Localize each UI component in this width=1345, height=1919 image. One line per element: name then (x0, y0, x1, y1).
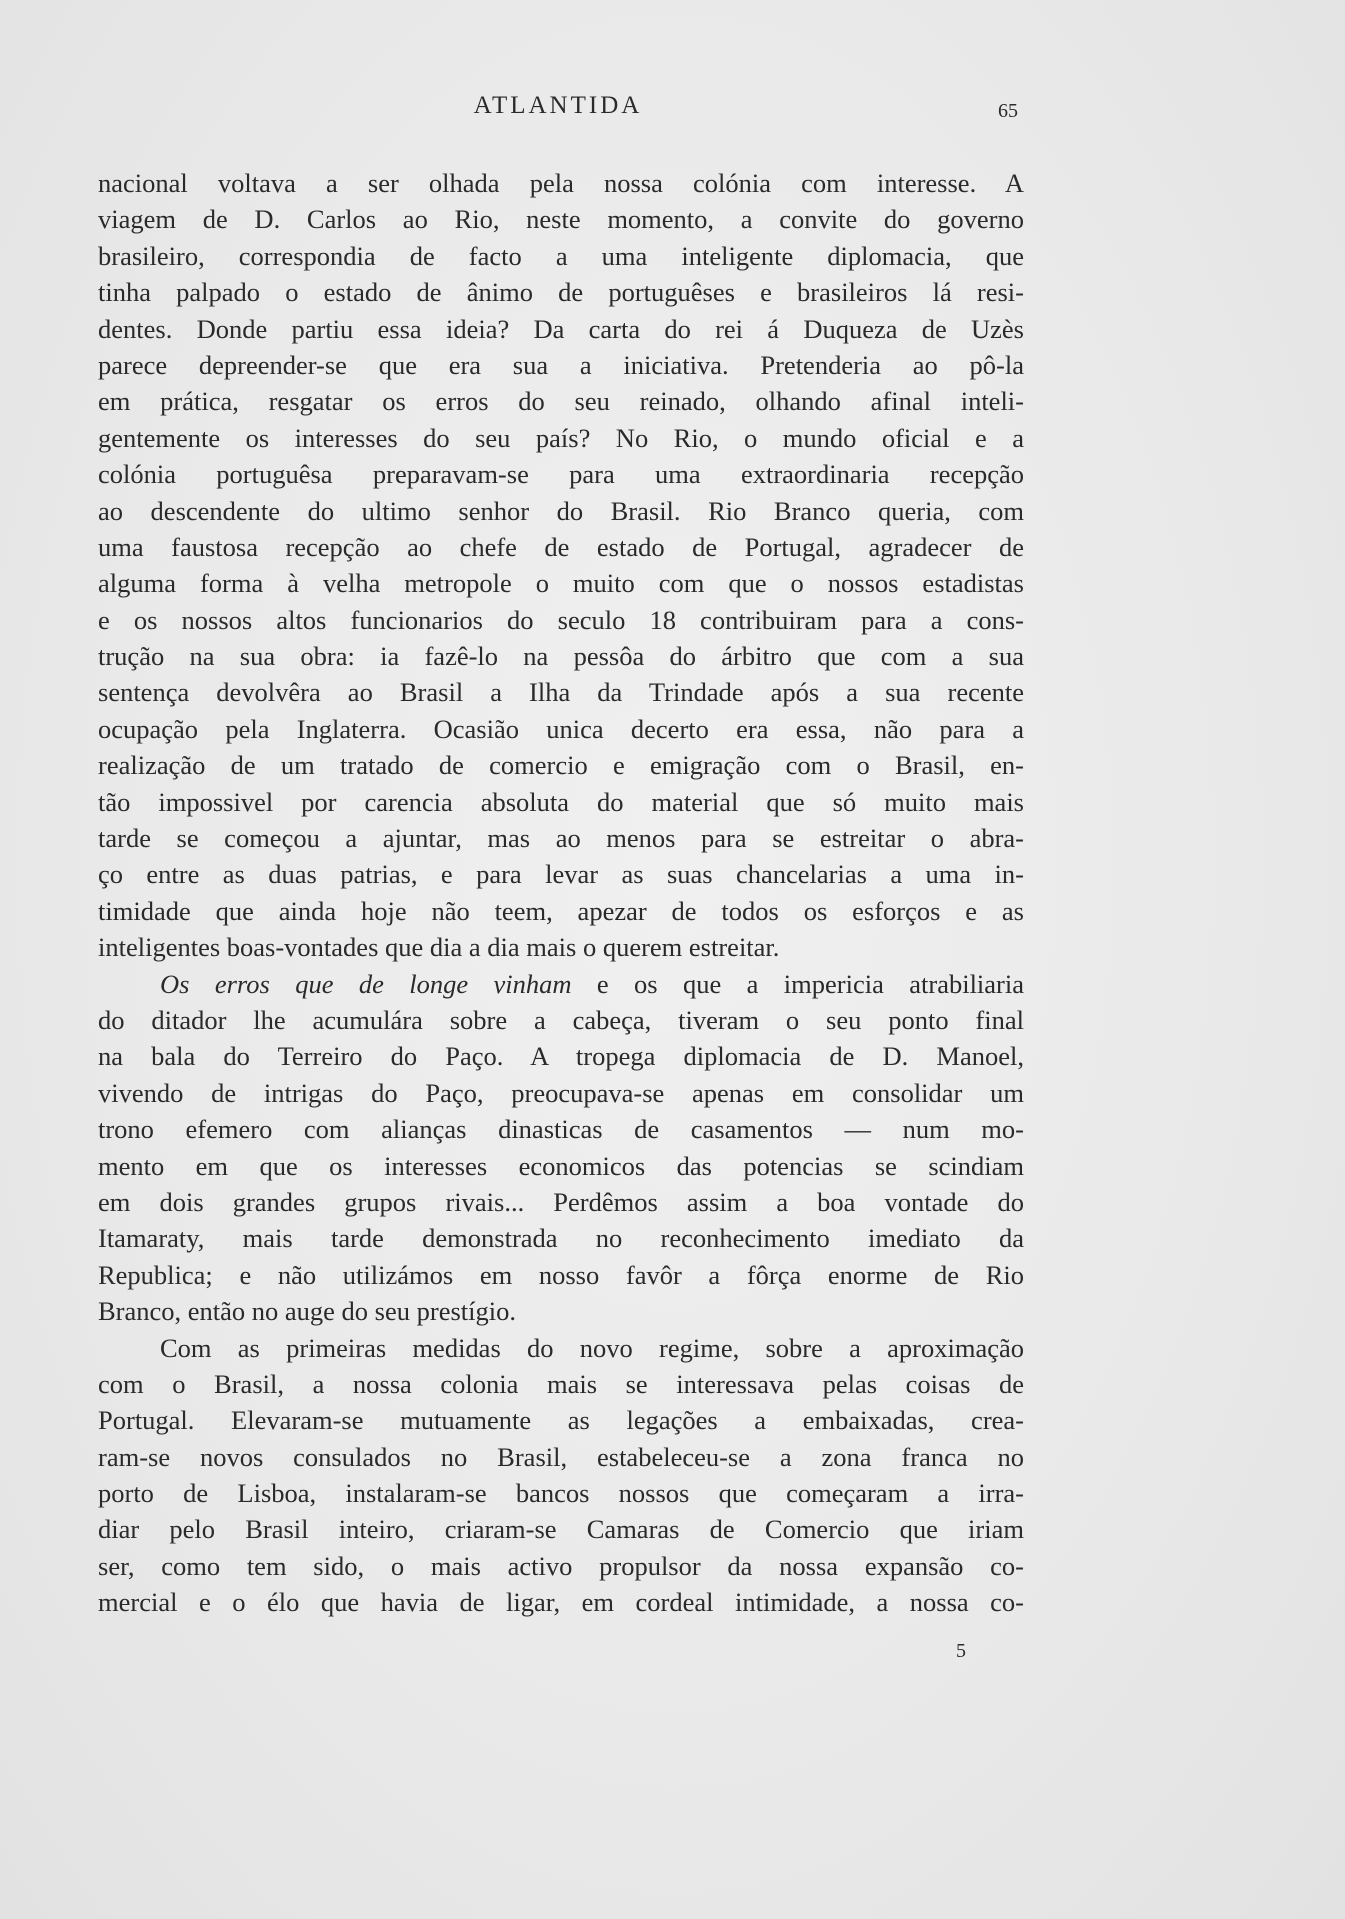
text-line (98, 966, 1024, 1002)
text-line: realização de um tratado de comercio e emigração com o Brasil, en- (98, 750, 1024, 781)
text-line: viagem de D. Carlos ao Rio, neste momento, a convite do governo (98, 204, 1024, 235)
italic-lead: Os erros que de longe vinham (160, 968, 572, 999)
text-line: ao descendente do ultimo senhor do Brasil. Rio Branco queria, com (98, 495, 1024, 526)
text-line: nacional voltava a ser olhada pela nossa colónia com interesse. A (98, 168, 1024, 198)
text-line: ço entre as duas patrias, e para levar as suas chancelarias a uma in- (98, 859, 1024, 890)
body-text (98, 165, 1024, 1621)
paragraph (98, 165, 1024, 966)
text-line: parece depreender-se que era sua a iniciativa. Pretenderia ao pô-la (98, 349, 1024, 380)
running-title: ATLANTIDA (473, 92, 643, 119)
text-line: ocupação pela Inglaterra. Ocasião unica decerto era essa, não para a (98, 713, 1024, 744)
text-line: tarde se começou a ajuntar, mas ao menos para se estreitar o abra- (98, 823, 1024, 854)
text-line: tinha palpado o estado de ânimo de portuguêses e brasileiros lá resi- (98, 277, 1024, 308)
text-line: vivendo de intrigas do Paço, preocupava-se apenas em consolidar um (98, 1077, 1024, 1108)
text-line: sentença devolvêra ao Brasil a Ilha da Trindade após a sua recente (98, 677, 1024, 708)
text-line: colónia portuguêsa preparavam-se para uma extraordinaria recepção (98, 459, 1024, 490)
text-line: brasileiro, correspondia de facto a uma inteligente diplomacia, que (98, 240, 1024, 271)
text-line: Republica; e não utilizámos em nosso favôr a fôrça enorme de Rio (98, 1259, 1024, 1290)
text-line: dentes. Donde partiu essa ideia? Da carta do rei á Duqueza de Uzès (98, 313, 1024, 344)
text-line: tão impossivel por carencia absoluta do material que só muito mais (98, 786, 1024, 817)
text-line: Branco, então no auge do seu prestígio. (98, 1296, 516, 1327)
signature-mark: 5 (956, 1640, 966, 1662)
text-line: uma faustosa recepção ao chefe de estado de Portugal, agradecer de (98, 531, 1024, 562)
text-line: e os nossos altos funcionarios do seculo 18 contribuiram para a cons- (98, 604, 1024, 635)
paragraph (98, 1330, 1024, 1621)
text-line: trono efemero com alianças dinasticas de casamentos — num mo- (98, 1114, 1024, 1145)
text-line: Itamaraty, mais tarde demonstrada no reconhecimento imediato da (98, 1223, 1024, 1254)
text-line: diar pelo Brasil inteiro, criaram-se Camaras de Comercio que iriam (98, 1514, 1024, 1545)
text-line: com o Brasil, a nossa colonia mais se interessava pelas coisas de (98, 1368, 1024, 1399)
text-line: trução na sua obra: ia fazê-lo na pessôa do árbitro que com a sua (98, 641, 1024, 672)
paragraph (98, 966, 1024, 1330)
text-line: porto de Lisboa, instalaram-se bancos nossos que começaram a irra- (98, 1478, 1024, 1509)
text-line: alguma forma à velha metropole o muito com que o nossos estadistas (98, 568, 1024, 599)
text-line: ser, como tem sido, o mais activo propulsor da nossa expansão co- (98, 1550, 1024, 1581)
text-line: na bala do Terreiro do Paço. A tropega diplomacia de D. Manoel, (98, 1041, 1024, 1072)
text-line: inteligentes boas-vontades que dia a dia mais o querem estreitar. (98, 932, 780, 963)
text-line: Com as primeiras medidas do novo regime, sobre a aproximação (160, 1332, 1024, 1363)
text-line: do ditador lhe acumulára sobre a cabeça, tiveram o seu ponto final (98, 1004, 1024, 1035)
text-line: mento em que os interesses economicos das potencias se scindiam (98, 1150, 1024, 1181)
page-number: 65 (998, 100, 1018, 122)
text-fragment: e os que a impericia atrabiliaria (571, 968, 1025, 999)
text-line: ram-se novos consulados no Brasil, estabeleceu-se a zona franca no (98, 1441, 1024, 1472)
text-line: em dois grandes grupos rivais... Perdêmos assim a boa vontade do (98, 1186, 1024, 1217)
page-header (98, 92, 1018, 132)
text-line: Portugal. Elevaram-se mutuamente as legações a embaixadas, crea- (98, 1405, 1024, 1436)
text-line: em prática, resgatar os erros do seu reinado, olhando afinal inteli- (98, 386, 1024, 417)
text-line: gentemente os interesses do seu país? No Rio, o mundo oficial e a (98, 422, 1024, 453)
text-line: mercial e o élo que havia de ligar, em cordeal intimidade, a nossa co- (98, 1587, 1024, 1618)
text-line: timidade que ainda hoje não teem, apezar de todos os esforços e as (98, 895, 1024, 926)
